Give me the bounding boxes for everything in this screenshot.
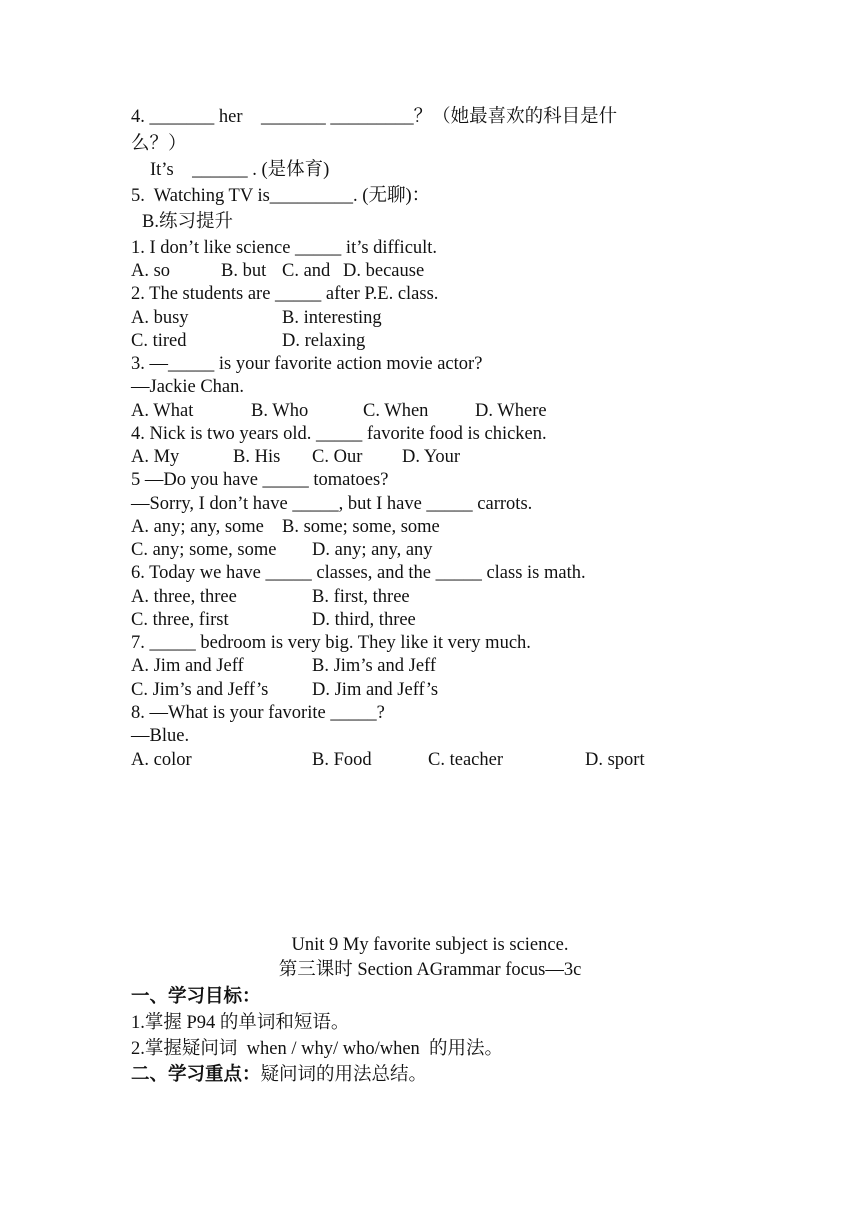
- option-d: D. third, three: [312, 610, 416, 630]
- question-stem: 3. —_____ is your favorite action movie actor?: [131, 354, 483, 374]
- option-c: C. and: [282, 261, 331, 281]
- option-b: B. Jim’s and Jeff: [312, 656, 437, 676]
- q4-answer-line: It’s ______ . (是体育): [150, 160, 330, 180]
- option-a: A. so: [131, 261, 171, 281]
- key-points-line: [131, 1064, 427, 1086]
- option-d: D. relaxing: [282, 331, 366, 351]
- question-stem: 7. _____ bedroom is very big. They like it very much.: [131, 633, 531, 653]
- option-c: C. When: [363, 401, 429, 421]
- question-stem: 8. —What is your favorite _____?: [131, 703, 385, 723]
- practice-heading: B.练习提升: [142, 212, 233, 232]
- objective-item: 1.掌握 P94 的单词和短语。: [131, 1013, 350, 1033]
- option-c: C. three, first: [131, 610, 229, 630]
- option-a: A. Jim and Jeff: [131, 656, 244, 676]
- lesson-subtitle: 第三课时 Section AGrammar focus—3c: [278, 960, 582, 980]
- option-d: D. Jim and Jeff’s: [312, 680, 439, 700]
- option-d: D. Where: [475, 401, 547, 421]
- question-stem: 4. Nick is two years old. _____ favorite food is chicken.: [131, 424, 547, 444]
- option-d: D. because: [343, 261, 425, 281]
- option-a: A. My: [131, 447, 180, 467]
- option-a: A. busy: [131, 308, 189, 328]
- question-answer-line: —Jackie Chan.: [131, 377, 245, 397]
- option-a: A. color: [131, 750, 192, 770]
- q4-prompt-line2: 么？）: [131, 134, 187, 154]
- option-c: C. Our: [312, 447, 363, 467]
- option-b: B. interesting: [282, 308, 382, 328]
- option-b: B. His: [233, 447, 281, 467]
- key-points-text: 疑问词的用法总结。: [260, 1065, 428, 1085]
- option-b: B. but: [221, 261, 267, 281]
- option-b: B. some; some, some: [282, 517, 440, 537]
- option-d: D. sport: [585, 750, 645, 770]
- objectives-heading: 一、学习目标：: [131, 987, 261, 1007]
- question-stem: 6. Today we have _____ classes, and the _____ class is math.: [131, 563, 586, 583]
- question-stem: 5 —Do you have _____ tomatoes?: [131, 470, 389, 490]
- option-c: C. Jim’s and Jeff’s: [131, 680, 269, 700]
- option-b: B. Who: [251, 401, 309, 421]
- option-a: A. any; any, some: [131, 517, 264, 537]
- objective-item: 2.掌握疑问词 when / why/ who/when 的用法。: [131, 1039, 504, 1059]
- key-points-heading: 二、学习重点：: [131, 1065, 261, 1085]
- option-a: A. What: [131, 401, 194, 421]
- option-b: B. first, three: [312, 587, 410, 607]
- option-c: C. tired: [131, 331, 187, 351]
- option-b: B. Food: [312, 750, 372, 770]
- question-answer-line: —Sorry, I don’t have _____, but I have _____ carrots.: [131, 494, 533, 514]
- option-c: C. any; some, some: [131, 540, 277, 560]
- unit-title: Unit 9 My favorite subject is science.: [291, 935, 569, 955]
- question-stem: 2. The students are _____ after P.E. class.: [131, 284, 439, 304]
- option-c: C. teacher: [428, 750, 503, 770]
- option-d: D. Your: [402, 447, 461, 467]
- q5-prompt: 5. Watching TV is_________. (无聊)：: [131, 186, 431, 206]
- question-answer-line: —Blue.: [131, 726, 190, 746]
- q4-prompt-line1: 4. _______ her _______ _________？（她最喜欢的科目是什: [131, 107, 618, 127]
- question-stem: 1. I don’t like science _____ it’s difficult.: [131, 238, 438, 258]
- option-a: A. three, three: [131, 587, 237, 607]
- option-d: D. any; any, any: [312, 540, 433, 560]
